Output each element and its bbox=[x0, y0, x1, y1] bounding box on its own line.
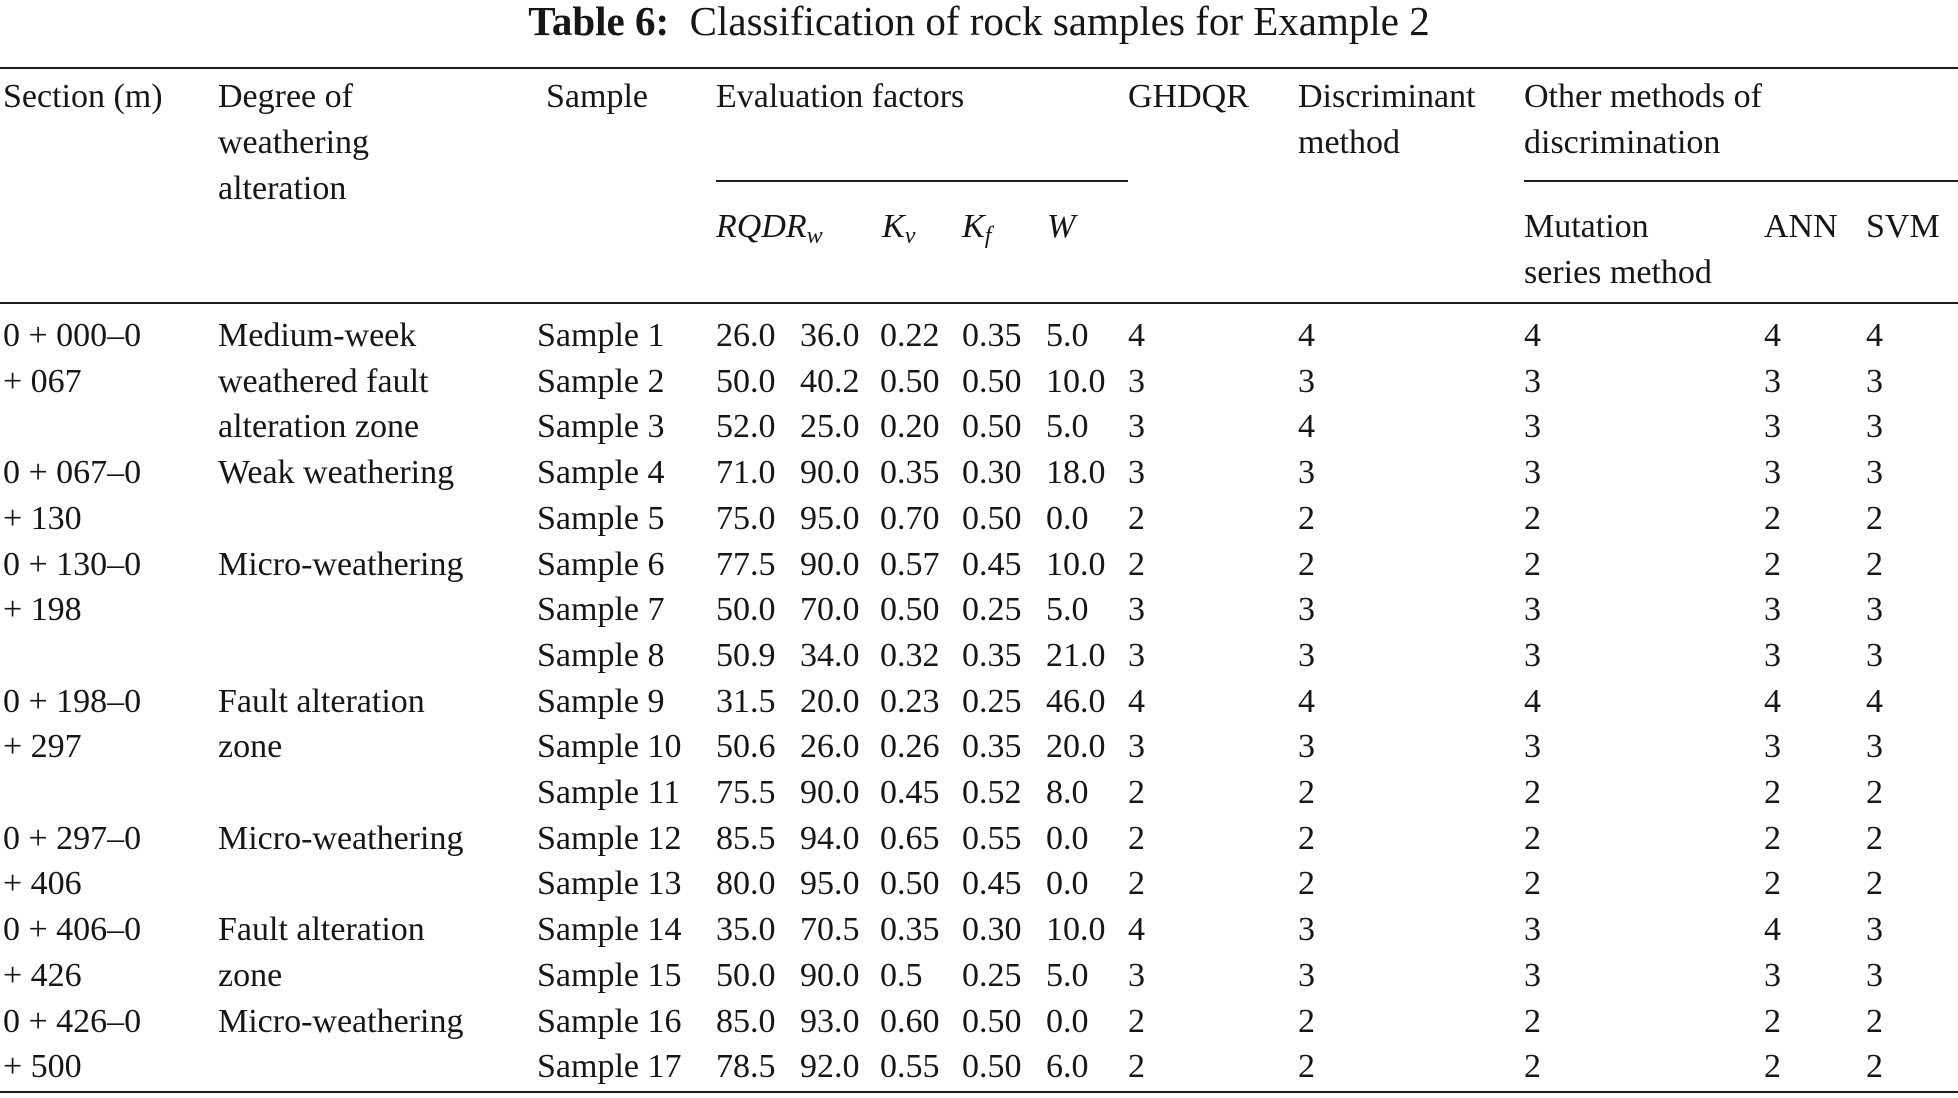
table-cell: 3 bbox=[1298, 637, 1315, 674]
table-cell: 0.5 bbox=[880, 957, 923, 994]
table-cell: 3 bbox=[1128, 363, 1145, 400]
table-cell: 50.0 bbox=[716, 363, 776, 400]
table-cell: 0.25 bbox=[962, 957, 1022, 994]
table-cell: 0.25 bbox=[962, 591, 1022, 628]
table-cell: 0.35 bbox=[962, 728, 1022, 765]
table-caption: Classification of rock samples for Example 2 bbox=[689, 0, 1430, 44]
bottom-rule bbox=[0, 1091, 1958, 1093]
table-cell: 3 bbox=[1524, 454, 1541, 491]
table-cell: 6.0 bbox=[1046, 1048, 1089, 1085]
table-cell: 0.0 bbox=[1046, 500, 1089, 537]
table-cell: 0.35 bbox=[880, 911, 940, 948]
weathering-degree: Weak weathering bbox=[218, 454, 455, 491]
table-cell: 50.0 bbox=[716, 591, 776, 628]
table-cell: 95.0 bbox=[800, 500, 860, 537]
table-cell: 3 bbox=[1128, 591, 1145, 628]
table-cell: 2 bbox=[1764, 1003, 1781, 1040]
table-cell: 40.2 bbox=[800, 363, 860, 400]
table-cell: Sample 8 bbox=[537, 637, 665, 674]
table-cell: 3 bbox=[1866, 591, 1883, 628]
header-ghdqr: GHDQR bbox=[1128, 78, 1249, 115]
table-cell: 90.0 bbox=[800, 774, 860, 811]
header-discriminant-method: Discriminant method bbox=[1298, 78, 1476, 161]
table-cell: 26.0 bbox=[716, 317, 776, 354]
table-cell: 2 bbox=[1128, 546, 1145, 583]
table-cell: 2 bbox=[1866, 500, 1883, 537]
table-cell: Sample 10 bbox=[537, 728, 682, 765]
weathering-degree: Fault alteration bbox=[218, 683, 425, 720]
table-cell: 3 bbox=[1866, 957, 1883, 994]
table-cell: 0.25 bbox=[962, 683, 1022, 720]
header-ann: ANN bbox=[1764, 208, 1838, 245]
table-cell: 0.52 bbox=[962, 774, 1022, 811]
table-cell: Sample 13 bbox=[537, 865, 682, 902]
section-range: + 406 bbox=[3, 865, 82, 902]
table-cell: 3 bbox=[1524, 957, 1541, 994]
table-label: Table 6: bbox=[528, 0, 670, 44]
header-factor-w: W bbox=[1047, 208, 1076, 245]
table-cell: 2 bbox=[1524, 820, 1541, 857]
weathering-degree: alteration zone bbox=[218, 408, 420, 445]
table-cell: 3 bbox=[1298, 591, 1315, 628]
table-cell: 2 bbox=[1298, 865, 1315, 902]
table-cell: 0.50 bbox=[962, 363, 1022, 400]
table-cell: 2 bbox=[1128, 820, 1145, 857]
table-cell: 3 bbox=[1764, 591, 1781, 628]
section-range: + 198 bbox=[3, 591, 82, 628]
table-cell: 0.45 bbox=[880, 774, 940, 811]
table-cell: 2 bbox=[1764, 500, 1781, 537]
table-cell: 4 bbox=[1298, 683, 1315, 720]
section-range: 0 + 067–0 bbox=[3, 454, 142, 491]
table-cell: 35.0 bbox=[716, 911, 776, 948]
table-cell: 0.50 bbox=[962, 1003, 1022, 1040]
table-cell: 3 bbox=[1866, 637, 1883, 674]
table-cell: 4 bbox=[1128, 317, 1145, 354]
section-range: 0 + 426–0 bbox=[3, 1003, 142, 1040]
table-cell: 71.0 bbox=[716, 454, 776, 491]
table-cell: 2 bbox=[1524, 500, 1541, 537]
table-cell: 4 bbox=[1524, 683, 1541, 720]
table-cell: 4 bbox=[1764, 911, 1781, 948]
section-range: 0 + 297–0 bbox=[3, 820, 142, 857]
table-cell: 3 bbox=[1524, 591, 1541, 628]
header-mutation-series: Mutation series method bbox=[1524, 208, 1712, 291]
table-cell: 31.5 bbox=[716, 683, 776, 720]
table-cell: Sample 5 bbox=[537, 500, 665, 537]
table-cell: 0.0 bbox=[1046, 1003, 1089, 1040]
table-cell: 2 bbox=[1764, 1048, 1781, 1085]
other-methods-rule bbox=[1524, 180, 1958, 182]
header-factor-kf: $K_f$ bbox=[962, 208, 992, 249]
table-cell: 85.5 bbox=[716, 820, 776, 857]
table-cell: Sample 4 bbox=[537, 454, 665, 491]
table-cell: 0.45 bbox=[962, 865, 1022, 902]
table-cell: 70.5 bbox=[800, 911, 860, 948]
table-cell: 34.0 bbox=[800, 637, 860, 674]
table-cell: 4 bbox=[1128, 683, 1145, 720]
table-cell: 3 bbox=[1128, 957, 1145, 994]
table-cell: 2 bbox=[1298, 500, 1315, 537]
section-range: 0 + 198–0 bbox=[3, 683, 142, 720]
table-cell: 2 bbox=[1764, 774, 1781, 811]
table-cell: 0.50 bbox=[962, 1048, 1022, 1085]
table-cell: 25.0 bbox=[800, 408, 860, 445]
table-cell: 26.0 bbox=[800, 728, 860, 765]
section-range: + 426 bbox=[3, 957, 82, 994]
table-cell: 0.30 bbox=[962, 911, 1022, 948]
table-cell: 46.0 bbox=[1046, 683, 1106, 720]
table-cell: 78.5 bbox=[716, 1048, 776, 1085]
weathering-degree: zone bbox=[218, 957, 283, 994]
table-cell: 0.35 bbox=[880, 454, 940, 491]
table-cell: 0.35 bbox=[962, 317, 1022, 354]
weathering-degree: Medium-week bbox=[218, 317, 417, 354]
table-cell: Sample 7 bbox=[537, 591, 665, 628]
table-cell: Sample 15 bbox=[537, 957, 682, 994]
table-cell: 2 bbox=[1298, 546, 1315, 583]
table-cell: 50.9 bbox=[716, 637, 776, 674]
table-cell: 75.5 bbox=[716, 774, 776, 811]
table-cell: 2 bbox=[1524, 1003, 1541, 1040]
table-cell: 2 bbox=[1866, 1003, 1883, 1040]
table-cell: Sample 2 bbox=[537, 363, 665, 400]
table-cell: 0.26 bbox=[880, 728, 940, 765]
table-cell: 3 bbox=[1866, 363, 1883, 400]
table-cell: 3 bbox=[1524, 363, 1541, 400]
table-cell: 3 bbox=[1764, 363, 1781, 400]
table-cell: 2 bbox=[1128, 1048, 1145, 1085]
table-cell: 2 bbox=[1128, 500, 1145, 537]
table-cell: 0.45 bbox=[962, 546, 1022, 583]
table-cell: Sample 14 bbox=[537, 911, 682, 948]
header-svm: SVM bbox=[1866, 208, 1940, 245]
table-cell: 0.55 bbox=[880, 1048, 940, 1085]
table-cell: 0.50 bbox=[880, 865, 940, 902]
table-cell: 0.65 bbox=[880, 820, 940, 857]
table-cell: 93.0 bbox=[800, 1003, 860, 1040]
table-cell: 0.20 bbox=[880, 408, 940, 445]
table-cell: 77.5 bbox=[716, 546, 776, 583]
table-cell: 0.0 bbox=[1046, 820, 1089, 857]
table-cell: 0.55 bbox=[962, 820, 1022, 857]
table-cell: 75.0 bbox=[716, 500, 776, 537]
table-cell: 85.0 bbox=[716, 1003, 776, 1040]
weathering-degree: zone bbox=[218, 728, 283, 765]
table-cell: 2 bbox=[1524, 774, 1541, 811]
table-cell: Sample 9 bbox=[537, 683, 665, 720]
table-cell: 4 bbox=[1298, 408, 1315, 445]
table-cell: 0.32 bbox=[880, 637, 940, 674]
table-cell: 5.0 bbox=[1046, 957, 1089, 994]
table-cell: 2 bbox=[1128, 865, 1145, 902]
header-other-methods: Other methods of discrimination bbox=[1524, 78, 1762, 161]
table-cell: Sample 16 bbox=[537, 1003, 682, 1040]
table-cell: 3 bbox=[1128, 408, 1145, 445]
table-cell: 50.0 bbox=[716, 957, 776, 994]
table-cell: Sample 1 bbox=[537, 317, 665, 354]
table-cell: 80.0 bbox=[716, 865, 776, 902]
header-factor-rqdrw: $RQDR_w$ bbox=[716, 208, 823, 249]
table-cell: 36.0 bbox=[800, 317, 860, 354]
table-cell: 0.23 bbox=[880, 683, 940, 720]
table-cell: 8.0 bbox=[1046, 774, 1089, 811]
table-cell: 50.6 bbox=[716, 728, 776, 765]
table-cell: 2 bbox=[1524, 1048, 1541, 1085]
table-cell: 0.57 bbox=[880, 546, 940, 583]
table-cell: 0.22 bbox=[880, 317, 940, 354]
table-cell: Sample 6 bbox=[537, 546, 665, 583]
table-cell: 4 bbox=[1128, 911, 1145, 948]
table-cell: Sample 17 bbox=[537, 1048, 682, 1085]
header-rule bbox=[0, 302, 1958, 304]
table-cell: 3 bbox=[1524, 728, 1541, 765]
table-cell: 2 bbox=[1866, 774, 1883, 811]
weathering-degree: Micro-weathering bbox=[218, 820, 464, 857]
table-cell: 4 bbox=[1866, 683, 1883, 720]
table-cell: 5.0 bbox=[1046, 408, 1089, 445]
section-range: + 297 bbox=[3, 728, 82, 765]
table-cell: 3 bbox=[1764, 728, 1781, 765]
table-cell: 2 bbox=[1764, 865, 1781, 902]
table-cell: 70.0 bbox=[800, 591, 860, 628]
table-cell: 90.0 bbox=[800, 546, 860, 583]
table-cell: 3 bbox=[1764, 957, 1781, 994]
table-cell: 10.0 bbox=[1046, 546, 1106, 583]
table-cell: 52.0 bbox=[716, 408, 776, 445]
table-cell: 2 bbox=[1764, 546, 1781, 583]
table-cell: 3 bbox=[1764, 454, 1781, 491]
table-cell: 3 bbox=[1524, 408, 1541, 445]
table-cell: 4 bbox=[1866, 317, 1883, 354]
table-cell: Sample 3 bbox=[537, 408, 665, 445]
table-cell: 3 bbox=[1298, 363, 1315, 400]
header-section: Section (m) bbox=[3, 78, 163, 115]
evaluation-factors-rule bbox=[716, 180, 1128, 182]
section-range: + 130 bbox=[3, 500, 82, 537]
section-range: + 067 bbox=[3, 363, 82, 400]
table-cell: 3 bbox=[1866, 408, 1883, 445]
table-cell: 20.0 bbox=[1046, 728, 1106, 765]
table-cell: 2 bbox=[1764, 820, 1781, 857]
weathering-degree: Micro-weathering bbox=[218, 1003, 464, 1040]
section-range: 0 + 000–0 bbox=[3, 317, 142, 354]
header-factor-kv: $K_v$ bbox=[882, 208, 916, 249]
table-cell: 4 bbox=[1524, 317, 1541, 354]
table-cell: 3 bbox=[1764, 637, 1781, 674]
table-cell: 2 bbox=[1298, 1003, 1315, 1040]
table-cell: 0.70 bbox=[880, 500, 940, 537]
table-cell: 0.60 bbox=[880, 1003, 940, 1040]
weathering-degree: weathered fault bbox=[218, 363, 429, 400]
table-cell: 0.50 bbox=[962, 500, 1022, 537]
table-cell: 2 bbox=[1866, 1048, 1883, 1085]
table-cell: 90.0 bbox=[800, 957, 860, 994]
table-cell: 3 bbox=[1866, 454, 1883, 491]
table-cell: 4 bbox=[1764, 317, 1781, 354]
table-cell: 5.0 bbox=[1046, 591, 1089, 628]
table-cell: 2 bbox=[1524, 546, 1541, 583]
weathering-degree: Fault alteration bbox=[218, 911, 425, 948]
table-cell: 0.35 bbox=[962, 637, 1022, 674]
table-cell: 18.0 bbox=[1046, 454, 1106, 491]
table-cell: 0.50 bbox=[880, 363, 940, 400]
table-cell: 2 bbox=[1128, 774, 1145, 811]
table-cell: 3 bbox=[1764, 408, 1781, 445]
header-evaluation-factors: Evaluation factors bbox=[716, 78, 965, 115]
table-cell: 2 bbox=[1866, 546, 1883, 583]
table-cell: 2 bbox=[1866, 865, 1883, 902]
table-cell: 2 bbox=[1298, 1048, 1315, 1085]
table-cell: 0.30 bbox=[962, 454, 1022, 491]
table-cell: 3 bbox=[1866, 911, 1883, 948]
table-cell: 2 bbox=[1298, 820, 1315, 857]
table-cell: 5.0 bbox=[1046, 317, 1089, 354]
table-cell: 3 bbox=[1128, 637, 1145, 674]
table-cell: 3 bbox=[1524, 911, 1541, 948]
section-range: 0 + 406–0 bbox=[3, 911, 142, 948]
table-cell: 4 bbox=[1764, 683, 1781, 720]
table-cell: 90.0 bbox=[800, 454, 860, 491]
table-cell: 0.50 bbox=[962, 408, 1022, 445]
table-cell: 3 bbox=[1866, 728, 1883, 765]
table-cell: 2 bbox=[1866, 820, 1883, 857]
table-cell: 2 bbox=[1128, 1003, 1145, 1040]
table-cell: 3 bbox=[1298, 728, 1315, 765]
table-cell: Sample 11 bbox=[537, 774, 681, 811]
table-cell: 92.0 bbox=[800, 1048, 860, 1085]
table-cell: 0.50 bbox=[880, 591, 940, 628]
table-cell: 3 bbox=[1524, 637, 1541, 674]
table-cell: 4 bbox=[1298, 317, 1315, 354]
table-cell: 3 bbox=[1128, 728, 1145, 765]
table-cell: 20.0 bbox=[800, 683, 860, 720]
table-cell: 94.0 bbox=[800, 820, 860, 857]
table-cell: 3 bbox=[1298, 957, 1315, 994]
section-range: 0 + 130–0 bbox=[3, 546, 142, 583]
table-cell: 3 bbox=[1298, 911, 1315, 948]
header-sample: Sample bbox=[546, 78, 648, 115]
table-cell: 2 bbox=[1524, 865, 1541, 902]
table-cell: 3 bbox=[1128, 454, 1145, 491]
table-cell: 2 bbox=[1298, 774, 1315, 811]
table-cell: 95.0 bbox=[800, 865, 860, 902]
table-title bbox=[0, 0, 1958, 50]
table-cell: 0.0 bbox=[1046, 865, 1089, 902]
table-cell: 21.0 bbox=[1046, 637, 1106, 674]
weathering-degree: Micro-weathering bbox=[218, 546, 464, 583]
table-cell: 3 bbox=[1298, 454, 1315, 491]
table-cell: 10.0 bbox=[1046, 363, 1106, 400]
table-cell: Sample 12 bbox=[537, 820, 682, 857]
top-rule bbox=[0, 67, 1958, 69]
header-degree: Degree of weathering alteration bbox=[218, 78, 370, 207]
table-cell: 10.0 bbox=[1046, 911, 1106, 948]
section-range: + 500 bbox=[3, 1048, 82, 1085]
